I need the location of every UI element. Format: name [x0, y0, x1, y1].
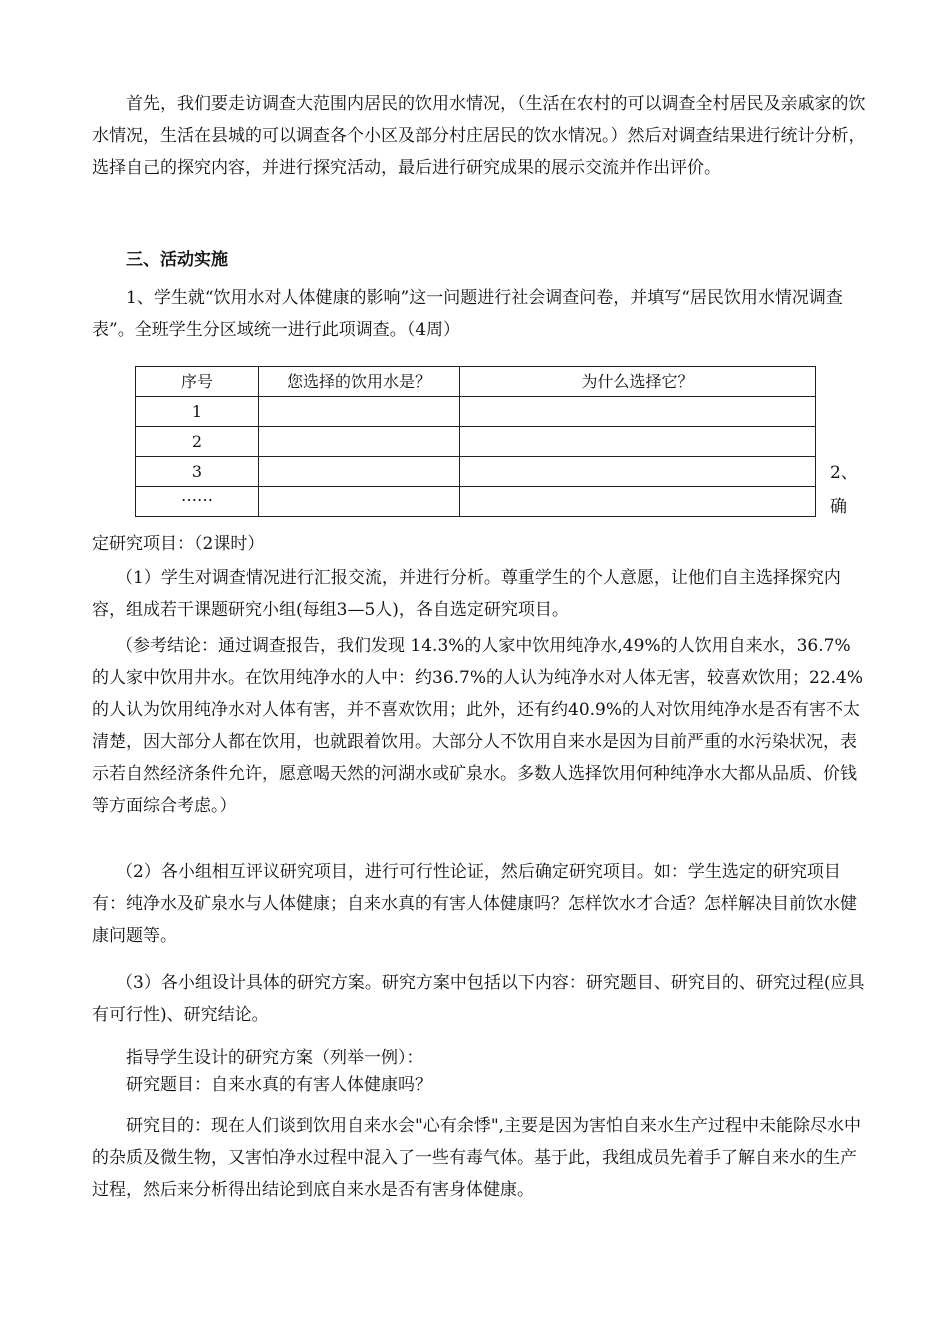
row-index: 1 — [136, 397, 259, 427]
row-reason-cell — [460, 487, 816, 517]
survey-table — [135, 366, 816, 517]
row-water-cell — [259, 457, 460, 487]
research-purpose: 研究目的：现在人们谈到饮用自来水会"心有余悸",主要是因为害怕自来水生产过程中未能除尽水中的杂质及微生物，又害怕净水过程中混入了一些有毒气体。基于此，我组成员先着手了解自来水的生产过程，然后来分析得出结论到底自来水是否有害身体健康。 — [92, 1116, 862, 1200]
row-water-cell — [259, 487, 460, 517]
side-text-confirm: 确 — [830, 497, 847, 517]
table-row — [136, 427, 816, 457]
side-text-step2: 2、 — [830, 463, 858, 483]
paragraph-3: （3）各小组设计具体的研究方案。研究方案中包括以下内容：研究题目、研究目的、研究过程(应具有可行性)、研究结论。 — [92, 973, 865, 1025]
row-index: 2 — [136, 427, 259, 457]
header-reason: 为什么选择它？ — [460, 367, 816, 397]
table-row — [136, 397, 816, 427]
row-index: …… — [136, 487, 259, 517]
header-water-choice: 您选择的饮用水是？ — [259, 367, 460, 397]
reference-conclusion: （参考结论：通过调查报告，我们发现 14.3%的人家中饮用纯净水,49%的人饮用自来水，36.7%的人家中饮用井水。在饮用纯净水的人中：约36.7%的人认为纯净水对人体无害，较喜欢饮用；22.4%的人认为饮用纯净水对人体有害，并不喜欢饮用；此外，还有约40.9%的人对饮用纯净水是否有害不太清楚，因大部分人都在饮用，也就跟着饮用。大部分人不饮用自来水是因为目前严重的水污染状况，表示若自然经济条件允许，愿意喝天然的河湖水或矿泉水。多数人选择饮用何种纯净水大都从品质、价钱等方面综合考虑。） — [92, 636, 864, 816]
guide-line: 指导学生设计的研究方案（列举一例）： — [126, 1048, 424, 1068]
row-reason-cell — [460, 397, 816, 427]
intro-paragraph: 首先，我们要走访调查大范围内居民的饮用水情况，（生活在农村的可以调查全村居民及亲戚家的饮水情况，生活在县城的可以调查各个小区及部分村庄居民的饮水情况。）然后对调查结果进行统计分析，选择自己的探究内容，并进行探究活动，最后进行研究成果的展示交流并作出评价。 — [92, 94, 866, 178]
paragraph-1: （1）学生对调查情况进行汇报交流，并进行分析。尊重学生的个人意愿，让他们自主选择探究内容，组成若干课题研究小组(每组3—5人)，各自选定研究项目。 — [92, 568, 841, 620]
table-row — [136, 487, 816, 517]
research-topic: 研究题目：自来水真的有害人体健康吗？ — [126, 1075, 432, 1095]
row-water-cell — [259, 397, 460, 427]
table-header-row — [136, 367, 816, 397]
table-row — [136, 457, 816, 487]
row-reason-cell — [460, 427, 816, 457]
section-heading: 三、活动实施 — [126, 250, 228, 270]
paragraph-2: （2）各小组相互评议研究项目，进行可行性论证，然后确定研究项目。如：学生选定的研究项目有：纯净水及矿泉水与人体健康；自来水真的有害人体健康吗？怎样饮水才合适？怎样解决目前饮水健康问题等。 — [92, 862, 857, 946]
step1-paragraph: 1、学生就“饮用水对人体健康的影响”这一问题进行社会调查问卷，并填写“居民饮用水情况调查表”。全班学生分区域统一进行此项调查。（4周） — [92, 288, 843, 340]
step2-heading: 定研究项目：（2课时） — [92, 534, 265, 554]
row-index: 3 — [136, 457, 259, 487]
header-index: 序号 — [136, 367, 259, 397]
row-reason-cell — [460, 457, 816, 487]
row-water-cell — [259, 427, 460, 457]
